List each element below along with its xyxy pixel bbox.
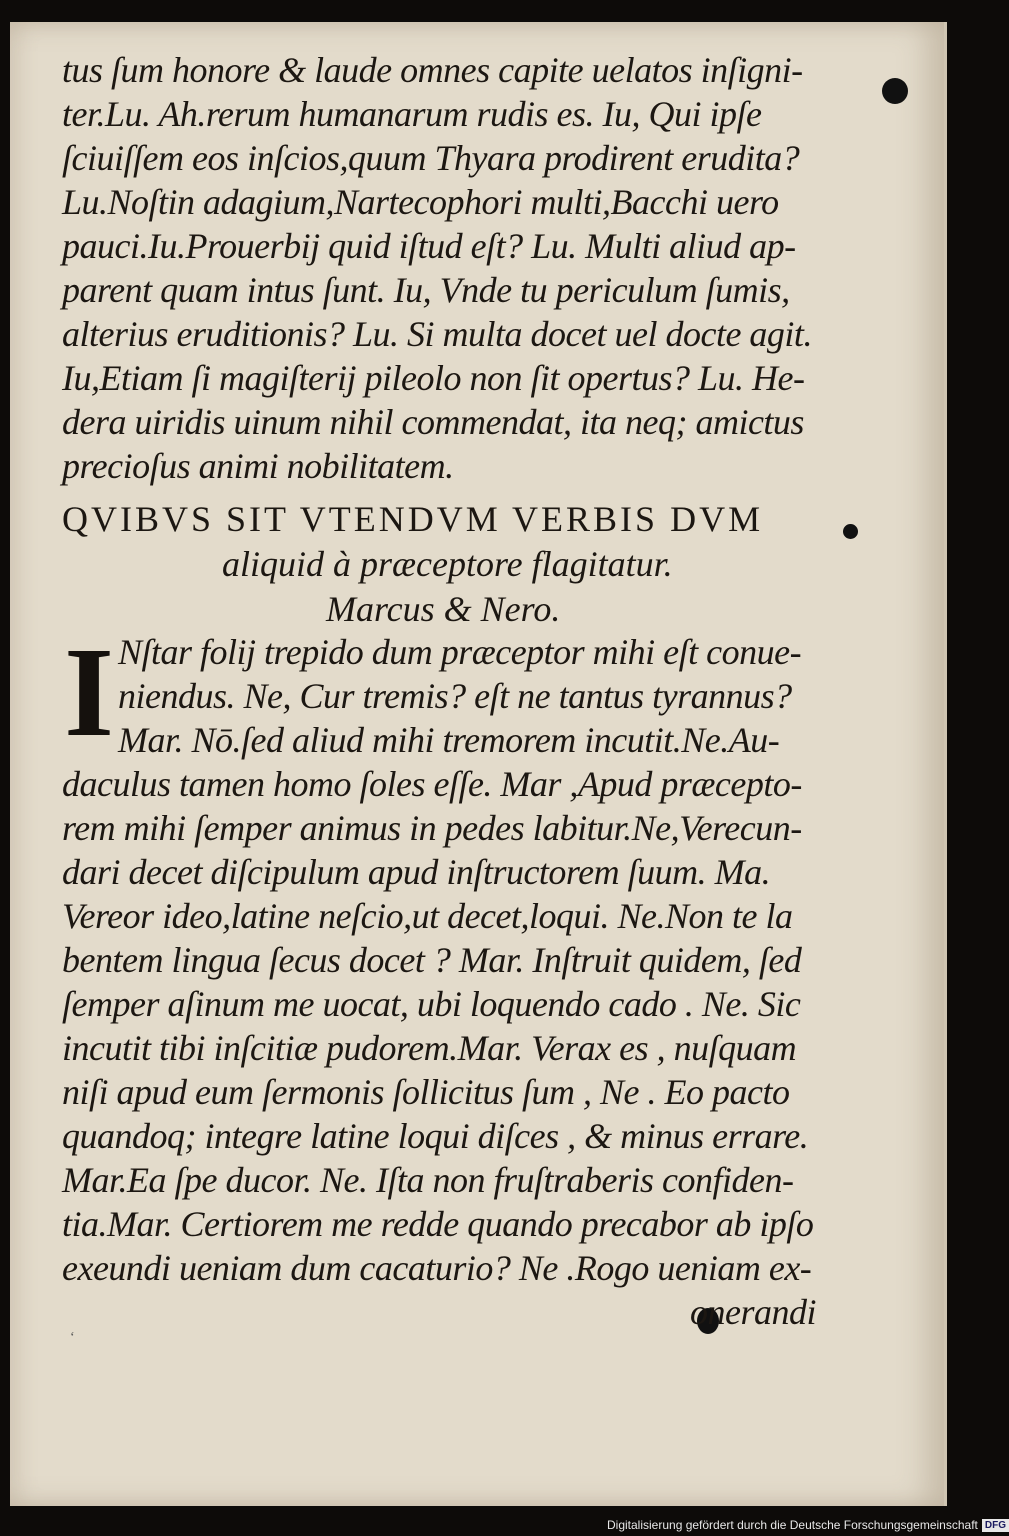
speakers-line: Marcus & Nero.: [326, 589, 561, 629]
text-line: ſemper aſinum me uocat, ubi loquendo cado . Ne. Sic: [62, 984, 801, 1024]
text-line: daculus tamen homo ſoles eſſe. Mar ,Apud præcepto-: [62, 764, 802, 804]
text-line: niendus. Ne, Cur tremis? eſt ne tantus tyrannus?: [118, 676, 792, 716]
text-line: Iu,Etiam ſi magiſterij pileolo non ſit opertus? Lu. He-: [62, 358, 805, 398]
text-line: incutit tibi inſcitiæ pudorem.Mar. Verax es , nuſquam: [62, 1028, 797, 1068]
digitization-credit: [607, 1517, 1006, 1533]
text-line: parent quam intus ſunt. Iu, Vnde tu periculum ſumis,: [62, 270, 790, 310]
text-line: dera uiridis uinum nihil commendat, ita neq; amictus: [62, 402, 804, 442]
text-line: tus ſum honore & laude omnes capite uelatos inſigni-: [62, 50, 803, 90]
text-line: Vereor ideo,latine neſcio,ut decet,loqui. Ne.Non te la: [62, 896, 793, 936]
ink-spot: [882, 78, 908, 104]
catchword: onerandi: [690, 1292, 816, 1332]
drop-cap-initial: I: [64, 621, 114, 763]
text-line: niſi apud eum ſermonis ſollicitus ſum , Ne . Eo pacto: [62, 1072, 790, 1112]
dfg-logo-icon: DFG: [982, 1519, 1009, 1532]
text-line: precioſus animi nobilitatem.: [62, 446, 454, 486]
text-line: quandoq; integre latine loqui diſces , & minus errare.: [62, 1116, 809, 1156]
text-line: alterius eruditionis? Lu. Si multa docet uel docte agit.: [62, 314, 812, 354]
text-line: Nſtar folij trepido dum præceptor mihi eſt conue-: [118, 632, 802, 672]
section-heading: QVIBVS SIT VTENDVM VERBIS DVM: [62, 499, 764, 539]
text-line: tia.Mar. Certiorem me redde quando precabor ab ipſo: [62, 1204, 814, 1244]
text-line: ſciuiſſem eos inſcios,quum Thyara prodirent erudita?: [62, 138, 800, 178]
text-line: Lu.Noſtin adagium,Nartecophori multi,Bacchi uero: [62, 182, 779, 222]
text-line: Mar.Ea ſpe ducor. Ne. Iſta non fruſtraberis confiden-: [62, 1160, 794, 1200]
text-line: rem mihi ſemper animus in pedes labitur.Ne,Verecun-: [62, 808, 802, 848]
text-line: pauci.Iu.Prouerbij quid iſtud eſt? Lu. Multi aliud ap-: [62, 226, 796, 266]
text-line: Mar. Nō.ſed aliud mihi tremorem incutit.Ne.Au-: [118, 720, 780, 760]
text-line: bentem lingua ſecus docet ? Mar. Inſtruit quidem, ſed: [62, 940, 802, 980]
text-line: dari decet diſcipulum apud inſtructorem ſuum. Ma.: [62, 852, 771, 892]
ink-spot: [843, 524, 858, 539]
credit-text: Digitalisierung gefördert durch die Deutsche Forschungsgemeinschaft: [607, 1518, 978, 1532]
page-mark: ‘: [70, 1330, 75, 1345]
text-line: exeundi ueniam dum cacaturio? Ne .Rogo ueniam ex-: [62, 1248, 812, 1288]
section-subheading: aliquid à præceptore flagitatur.: [222, 544, 673, 584]
text-line: ter.Lu. Ah.rerum humanarum rudis es. Iu, Qui ipſe: [62, 94, 762, 134]
